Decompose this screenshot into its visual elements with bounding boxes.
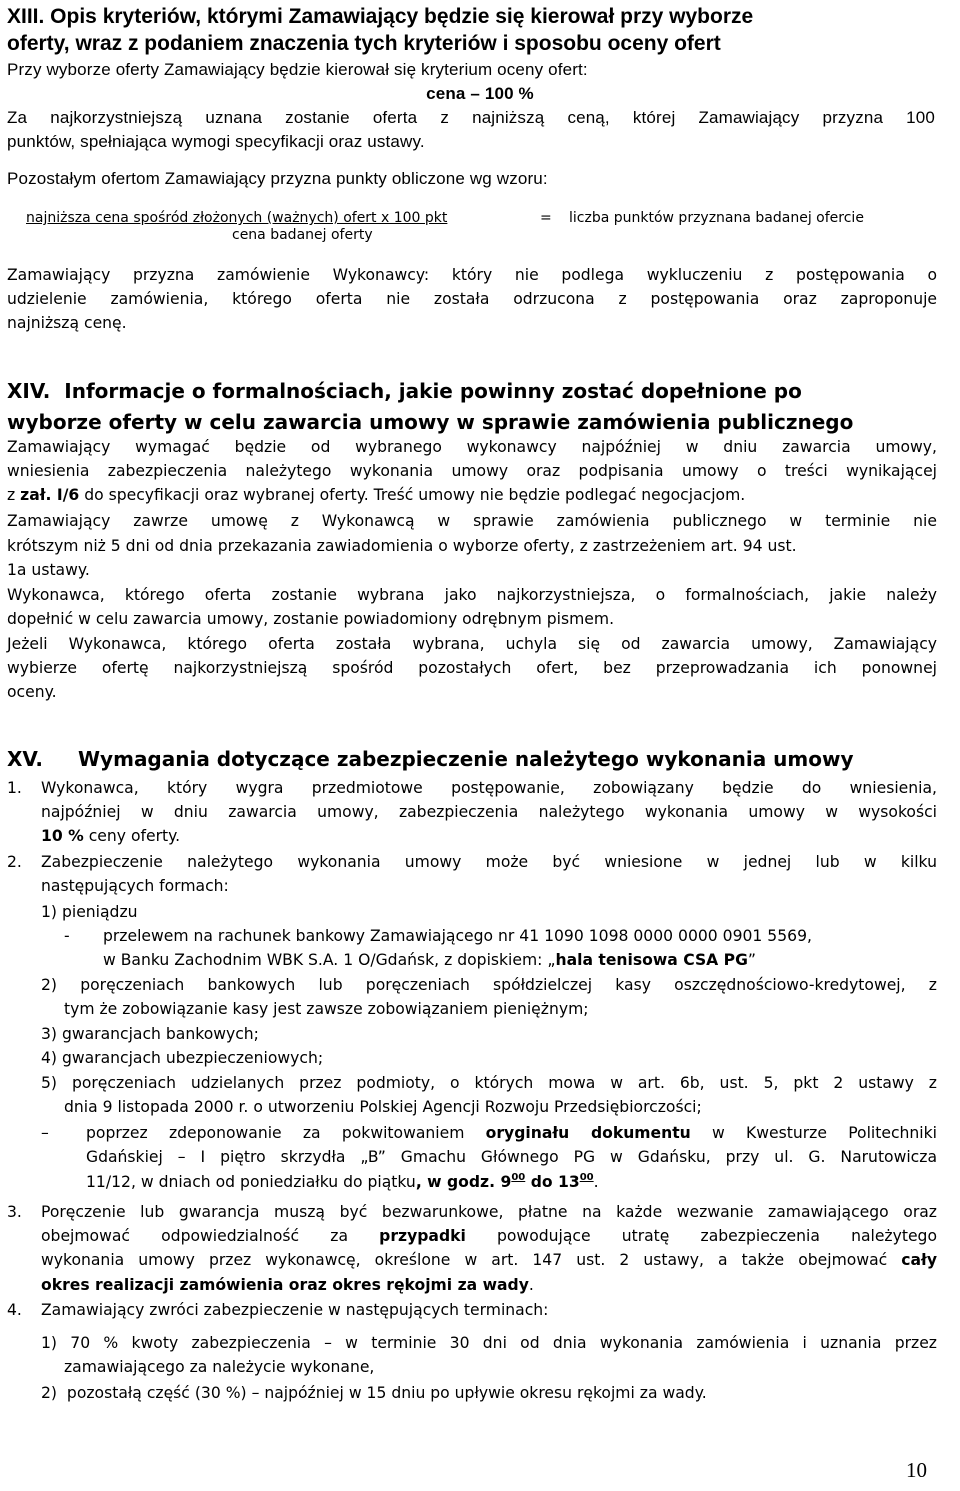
section-14-title-line-1: XIV. Informacje o formalnościach, jakie powinny zostać dopełnione po [7,379,802,403]
return-2: 2) pozostałą część (30 %) – najpóźniej w 15 dniu po upływie okresu rękojmi za wady. [41,1384,707,1402]
formalities-p1-line-1: Zamawiający wymagać będzie od wybranego wykonawcy najpóźniej w dniu zawarcia umowy, [7,438,937,456]
formula-numerator: najniższa cena spośród złożonych (ważnych) ofert x 100 pkt [26,210,448,226]
return-1-line-2: zamawiającego za należycie wykonane, [64,1358,375,1376]
formula-denominator: cena badanej oferty [232,227,373,243]
attachment-ref: zał. I/6 [20,486,80,504]
section-13-title-line-1: XIII. Opis kryteriów, którymi Zamawiający będzie się kierował przy wyborze [7,5,754,28]
section-13-title-line-2: oferty, wraz z podaniem znaczenia tych kryteriów i sposobu oceny ofert [7,32,721,55]
cases-bold: przypadki [379,1227,466,1245]
item-1-line-2: najpóźniej w dniu zawarcia umowy, zabezpieczenia należytego wykonania umowy w wysokości [41,803,937,821]
best-offer-line-2: punktów, spełniająca wymogi specyfikacji oraz ustawy. [7,132,425,151]
award-line-3: najniższą cenę. [7,314,127,332]
item-3-line-1: Poręczenie lub gwarancja muszą być bezwarunkowe, płatne na każde wezwanie zamawiającego oraz [41,1203,937,1221]
formalities-p3-line-2: dopełnić w celu zawarcia umowy, zostanie powiadomiony odrębnym pismem. [7,610,615,628]
item-3-line-3: wykonania umowy przez wykonawcę, określone w art. 147 ust. 2 ustawy, a także obejmować cały [41,1251,937,1269]
deposit-line-2: Gdańskiej – I piętro skrzydła „B” Gmachu Głównego PG w Gdańsku, przy ul. G. Narutowicza [86,1148,937,1166]
formalities-p2-line-3: 1a ustawy. [7,561,90,579]
formalities-p2-line-2: krótszym niż 5 dni od dnia przekazania zawiadomienia o wyborze oferty, z zastrzeżeniem art. 94 ust. [7,537,797,555]
item-1-line-1: Wykonawca, który wygra przedmiotowe postępowanie, zobowiązany będzie do wniesienia, [41,779,937,797]
guarantee-percent: 10 % [41,827,84,845]
section-15-title: Wymagania dotyczące zabezpieczenie należytego wykonania umowy [78,747,854,771]
item-2-line-2: następujących formach: [41,877,229,895]
form-1-cash: 1) pieniądzu [41,903,138,921]
formula-intro: Pozostałym ofertom Zamawiający przyzna punkty obliczone wg wzoru: [7,169,548,188]
award-line-1: Zamawiający przyzna zamówienie Wykonawcy: który nie podlega wykluczeniu z postępowania o [7,266,937,284]
item-1-line-3: 10 % ceny oferty. [41,827,181,845]
deposit-line-1: poprzez zdeponowanie za pokwitowaniem oryginału dokumentu w Kwesturze Politechniki [86,1124,937,1142]
return-1-line-1: 1) 70 % kwoty zabezpieczenia – w terminie 30 dni od dnia wykonania zamówienia i uznania przez [41,1334,937,1352]
item-2-line-1: Zabezpieczenie należytego wykonania umowy może być wniesione w jednej lub w kilku [41,853,937,871]
formalities-p2-line-1: Zamawiający zawrze umowę z Wykonawcą w sprawie zamówienia publicznego w terminie nie [7,512,937,530]
form-4: 4) gwarancjach ubezpieczeniowych; [41,1049,324,1067]
formalities-p1-line-2: wniesienia zabezpieczenia należytego wykonania umowy oraz podpisania umowy o treści wynikającej [7,462,937,480]
criterion-price: cena – 100 % [426,84,534,103]
formalities-p4-line-2: wybierze ofertę najkorzystniejszą spośród pozostałych ofert, bez przeprowadzania ich ponownej [7,659,937,677]
formalities-p4-line-3: oceny. [7,683,57,701]
formula-result: liczba punktów przyznana badanej ofercie [569,210,864,226]
item-1-number: 1. [7,779,22,797]
item-3-number: 3. [7,1203,22,1221]
item-4-line-1: Zamawiający zwróci zabezpieczenie w następujących terminach: [41,1301,549,1319]
item-4-number: 4. [7,1301,22,1319]
item-3-line-4: okres realizacji zamówienia oraz okres rękojmi za wady. [41,1276,534,1294]
form-1-bank-name: w Banku Zachodnim WBK S.A. 1 O/Gdańsk, z dopiskiem: „hala tenisowa CSA PG” [103,951,757,969]
warranty-period: okres realizacji zamówienia oraz okres rękojmi za wady [41,1276,529,1294]
form-5-line-2: dnia 9 listopada 2000 r. o utworzeniu Polskiej Agencji Rozwoju Przedsiębiorczości; [64,1098,702,1116]
form-2-line-1: 2) poręczeniach bankowych lub poręczeniach spółdzielczej kasy oszczędnościowo-kredytowej, z [41,976,937,994]
deposit-dash: – [41,1124,49,1142]
criteria-intro: Przy wyborze oferty Zamawiający będzie kierował się kryterium oceny ofert: [7,60,588,79]
form-5-line-1: 5) poręczeniach udzielanych przez podmioty, o których mowa w art. 6b, ust. 5, pkt 2 ustawy z [41,1074,937,1092]
form-1-dash: - [64,927,70,945]
form-3: 3) gwarancjach bankowych; [41,1025,259,1043]
formalities-p3-line-1: Wykonawca, którego oferta zostanie wybrana jako najkorzystniejsza, o formalnościach, jakie należy [7,586,937,604]
section-15-number: XV. [7,747,43,771]
transfer-note: hala tenisowa CSA PG [555,951,748,969]
form-2-line-2: tym że zobowiązanie kasy jest zawsze zobowiązaniem pieniężnym; [64,1000,589,1018]
form-1-bank-account: przelewem na rachunek bankowy Zamawiającego nr 41 1090 1098 0000 0000 0901 5569, [103,927,812,945]
item-3-line-2: obejmować odpowiedzialność za przypadki powodujące utratę zabezpieczenia należytego [41,1227,937,1245]
formula-equals: = [540,210,552,226]
formalities-p1-line-3: z zał. I/6 do specyfikacji oraz wybranej oferty. Treść umowy nie będzie podlegać negocjacjom. [7,486,746,504]
original-document: oryginału dokumentu [485,1124,691,1142]
deposit-line-3: 11/12, w dniach od poniedziałku do piątku, w godz. $9^{00}$ do $13^{00}$. [86,1172,599,1191]
best-offer-line-1: Za najkorzystniejszą uznana zostanie oferta z najniższą ceną, której Zamawiający przyzna 100 [7,108,935,127]
section-14-title-line-2: wyborze oferty w celu zawarcia umowy w sprawie zamówienia publicznego [7,410,854,434]
award-line-2: udzielenie zamówienia, którego oferta nie została odrzucona z postępowania oraz zaproponuje [7,290,937,308]
formalities-p4-line-1: Jeżeli Wykonawca, którego oferta została wybrana, uchyla się od zawarcia umowy, Zamawiający [7,635,937,653]
page-number: 10 [906,1458,927,1482]
item-2-number: 2. [7,853,22,871]
